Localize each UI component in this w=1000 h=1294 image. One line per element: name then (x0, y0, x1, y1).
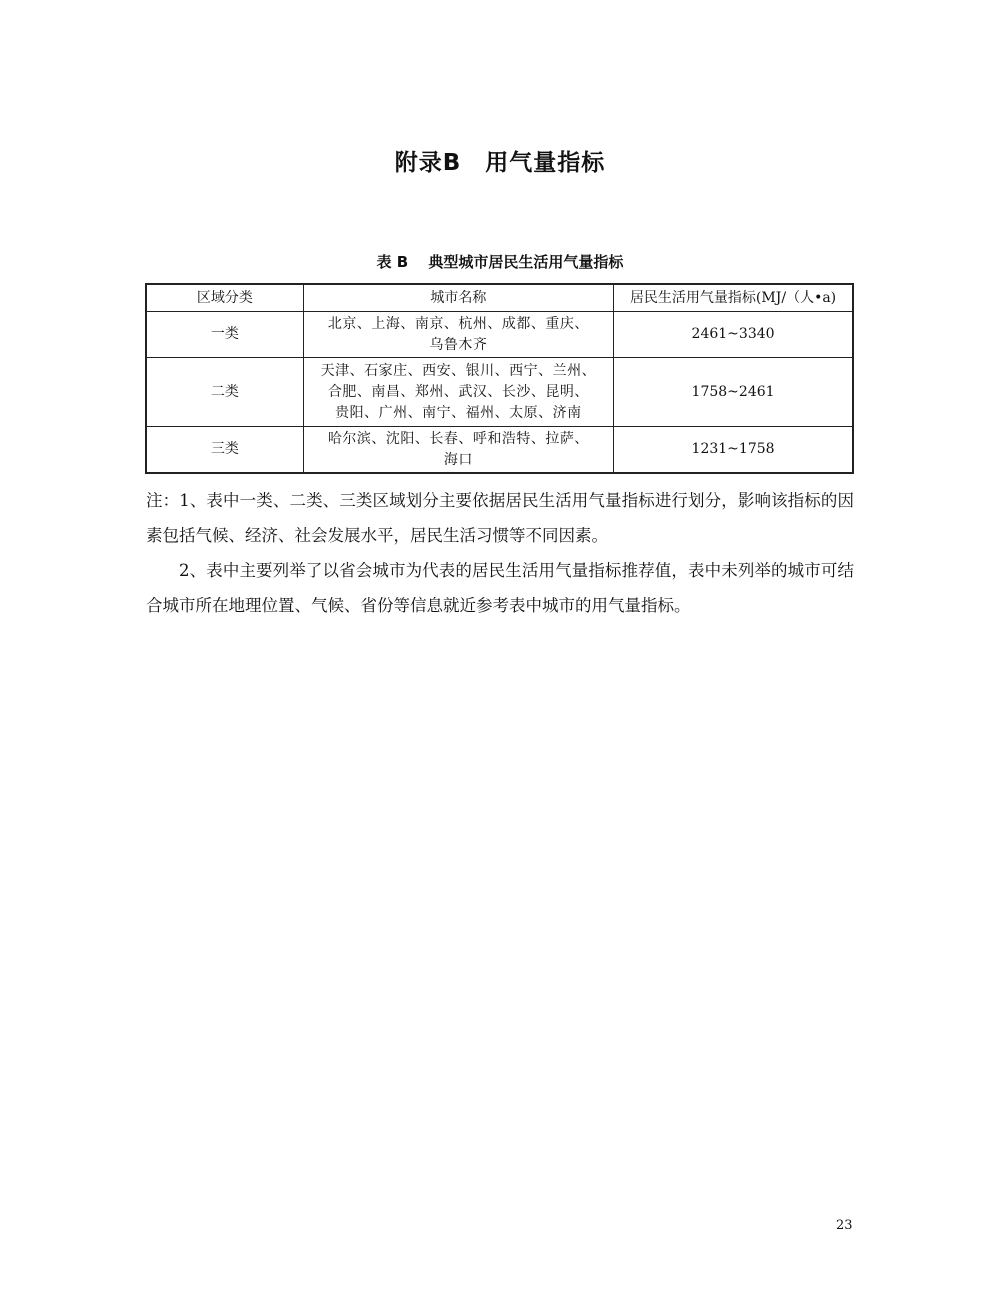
region-cell: 二类 (146, 358, 303, 427)
header-region: 区域分类 (146, 284, 303, 312)
page-number: 23 (836, 1218, 853, 1233)
cities-cell (303, 312, 613, 358)
table-row (146, 358, 853, 427)
note-2: 2、表中主要列举了以省会城市为代表的居民生活用气量指标推荐值，表中未列举的城市可结合城市所在地理位置、气候、省份等信息就近参考表中城市的用气量指标。 (146, 561, 854, 615)
cities-line: 北京、上海、南京、杭州、成都、重庆、 (327, 315, 589, 332)
index-cell: 1758~2461 (614, 358, 853, 427)
note-1: 注：1、表中一类、二类、三类区域划分主要依据居民生活用气量指标进行划分，影响该指标的因素包括气候、经济、社会发展水平，居民生活习惯等不同因素。 (146, 491, 854, 545)
cities-cell (303, 358, 613, 427)
table-header-row (146, 284, 853, 312)
header-cities: 城市名称 (303, 284, 613, 312)
cities-cell (303, 427, 613, 474)
cities-line: 乌鲁木齐 (429, 336, 488, 353)
gas-consumption-table (145, 283, 854, 474)
index-cell: 1231~1758 (614, 427, 853, 474)
table-row (146, 312, 853, 358)
cities-line: 哈尔滨、沈阳、长春、呼和浩特、拉萨、 (327, 430, 589, 447)
region-cell: 三类 (146, 427, 303, 474)
index-cell: 2461~3340 (614, 312, 853, 358)
region-cell: 一类 (146, 312, 303, 358)
cities-line: 合肥、南昌、郑州、武汉、长沙、昆明、 (327, 383, 589, 400)
header-index: 居民生活用气量指标(MJ/（人•a) (614, 284, 853, 312)
cities-line: 天津、石家庄、西安、银川、西宁、兰州、 (320, 362, 597, 379)
table-notes (146, 483, 854, 623)
table-row (146, 427, 853, 474)
cities-line: 海口 (443, 451, 473, 468)
cities-line: 贵阳、广州、南宁、福州、太原、济南 (335, 404, 582, 421)
table-caption: 表 B 典型城市居民生活用气量指标 (376, 253, 624, 271)
appendix-title: 附录B 用气量指标 (394, 150, 606, 176)
